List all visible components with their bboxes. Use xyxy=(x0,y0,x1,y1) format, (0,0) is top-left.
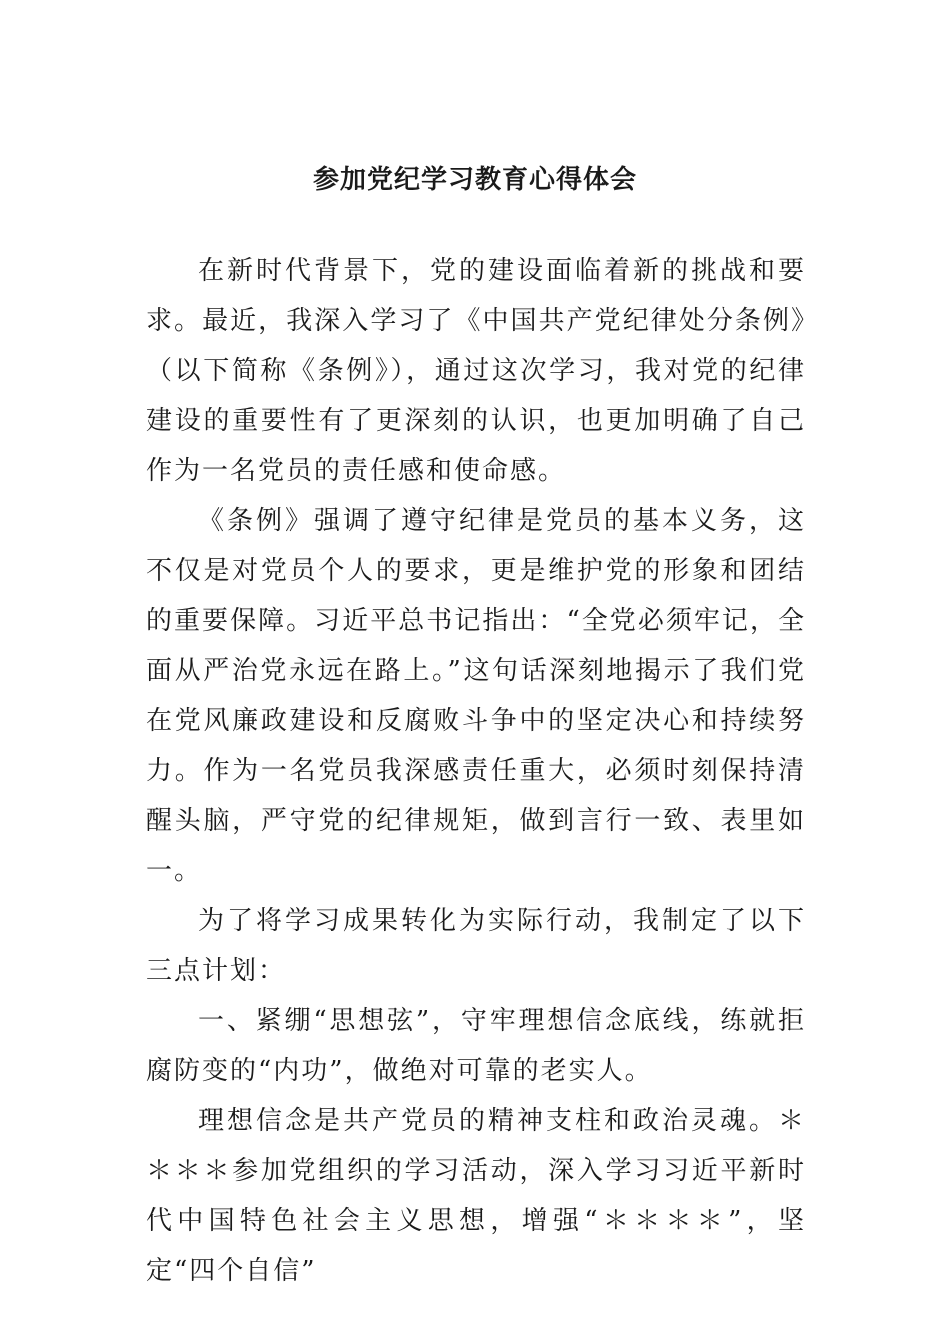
paragraph-plan-intro: 为了将学习成果转化为实际行动，我制定了以下三点计划： xyxy=(146,906,806,986)
paragraph-intro: 在新时代背景下，党的建设面临着新的挑战和要求。最近，我深入学习了《中国共产党纪律处分条例》（以下简称《条例》），通过这次学习，我对党的纪律建设的重要性有了更深刻的认识，也更加明确了自己作为一名党员的责任感和使命感。 xyxy=(146,256,806,486)
paragraph-regulation: 《条例》强调了遵守纪律是党员的基本义务，这不仅是对党员个人的要求，更是维护党的形象和团结的重要保障。习近平总书记指出：“全党必须牢记，全面从严治党永远在路上。”这句话深刻地揭示了我们党在党风廉政建设和反腐败斗争中的坚定决心和持续努力。作为一名党员我深感责任重大，必须时刻保持清醒头脑，严守党的纪律规矩，做到言行一致、表里如一。 xyxy=(146,506,806,886)
paragraph-ideals: 理想信念是共产党员的精神支柱和政治灵魂。＊＊＊＊参加党组织的学习活动，深入学习习近平新时代中国特色社会主义思想，增强“＊＊＊＊”，坚定“四个自信” xyxy=(146,1106,806,1286)
paragraph-plan-one-heading: 一、紧绷“思想弦”，守牢理想信念底线，练就拒腐防变的“内功”，做绝对可靠的老实人。 xyxy=(146,1006,806,1086)
document-body xyxy=(146,246,806,1296)
document-title: 参加党纪学习教育心得体会 xyxy=(312,165,637,195)
